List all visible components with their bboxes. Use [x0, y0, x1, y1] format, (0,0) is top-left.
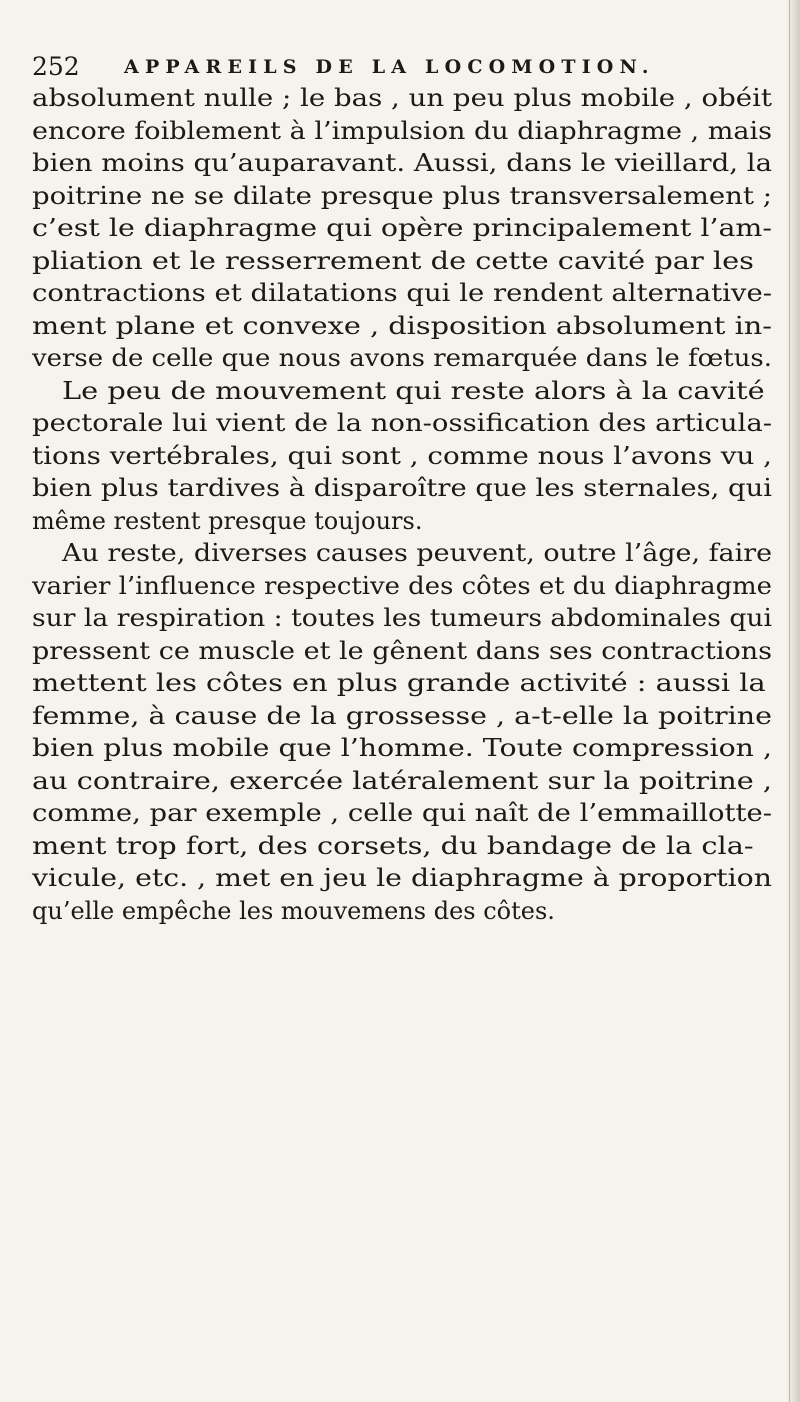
- paragraph-last-line: qu’elle empêche les mouvemens des côtes.: [32, 896, 555, 925]
- page-header: [32, 52, 772, 82]
- body-text: [32, 82, 772, 927]
- text-line: au contraire, exercée latéralement sur la poitrine ,: [32, 766, 772, 795]
- page-number: 252: [32, 52, 80, 81]
- text-line: ment plane et convexe , disposition absolument in-: [32, 311, 772, 340]
- text-line: bien moins qu’auparavant. Aussi, dans le vieillard, la: [32, 149, 772, 177]
- text-line: vicule, etc. , met en jeu le diaphragme à proportion: [32, 864, 772, 892]
- text-line: femme, à cause de la grossesse , a-t-elle la poitrine: [32, 701, 772, 730]
- paragraph-last-line: même restent presque toujours.: [32, 506, 423, 535]
- text-line: comme, par exemple , celle qui naît de l’emmaillotte-: [32, 799, 772, 827]
- text-line: ment trop fort, des corsets, du bandage de la cla-: [32, 831, 754, 860]
- text-line: sur la respiration : toutes les tumeurs abdominales qui: [32, 604, 772, 632]
- text-line: tions vertébrales, qui sont , comme nous l’avons vu ,: [32, 441, 772, 470]
- text-line: bien plus tardives à disparoître que les sternales, qui: [32, 474, 772, 502]
- text-line: pliation et le resserrement de cette cavité par les: [32, 246, 754, 275]
- text-line: absolument nulle ; le bas , un peu plus mobile , obéit: [32, 84, 772, 112]
- text-line: pectorale lui vient de la non-ossification des articula-: [32, 409, 772, 437]
- text-line: poitrine ne se dilate presque plus transversalement ;: [32, 181, 772, 210]
- paragraph-first-line: Le peu de mouvement qui reste alors à la cavité: [62, 376, 765, 405]
- paragraph-first-line: Au reste, diverses causes peuvent, outre l’âge, faire: [62, 539, 772, 567]
- text-line: encore foiblement à l’impulsion du diaphragme , mais: [32, 116, 772, 145]
- text-line: bien plus mobile que l’homme. Toute compression ,: [32, 734, 772, 762]
- text-line: contractions et dilatations qui le rendent alternative-: [32, 279, 772, 307]
- text-line: verse de celle que nous avons remarquée dans le fœtus.: [32, 344, 772, 372]
- page-edge-line: [789, 0, 790, 1402]
- text-line: pressent ce muscle et le gênent dans ses contractions: [32, 636, 772, 665]
- running-title: APPAREILS DE LA LOCOMOTION.: [124, 56, 655, 78]
- text-line: c’est le diaphragme qui opère principalement l’am-: [32, 214, 773, 242]
- text-line: mettent les côtes en plus grande activité : aussi la: [32, 669, 766, 697]
- text-line: varier l’influence respective des côtes et du diaphragme: [32, 571, 772, 600]
